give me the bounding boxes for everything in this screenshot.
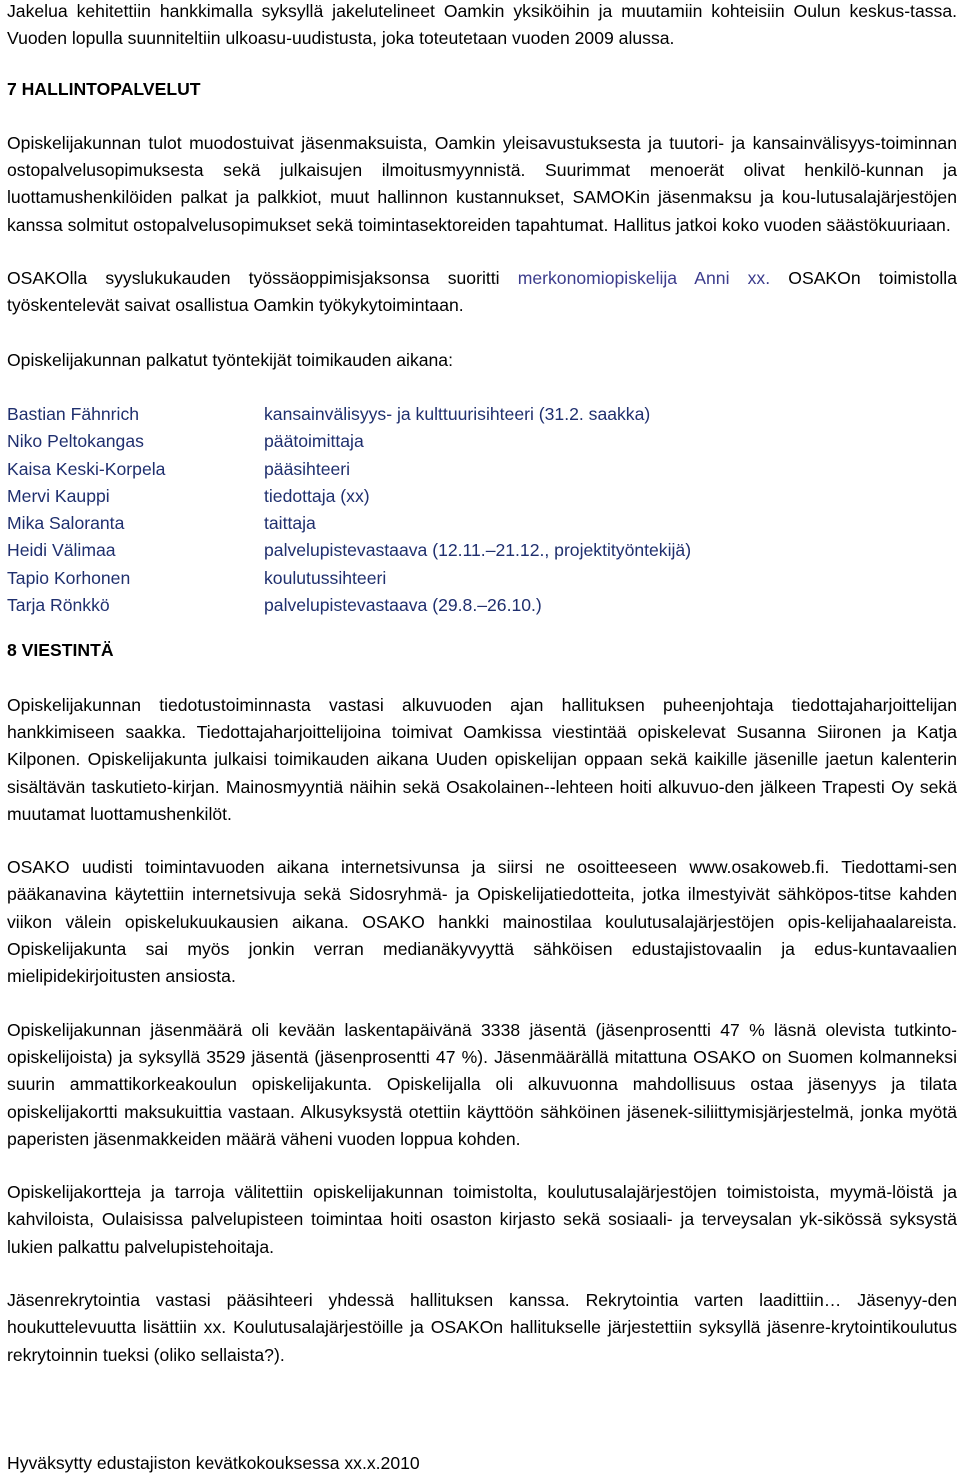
staff-role: taittaja: [264, 513, 316, 534]
staff-name: Mika Saloranta: [7, 513, 125, 534]
section-8-heading: 8 VIESTINTÄ: [7, 640, 114, 661]
staff-role: koulutussihteeri: [264, 567, 387, 588]
paragraph-2-text-a: OSAKOlla syyslukukauden työssäoppimisjaksonsa suoritti: [7, 268, 518, 289]
staff-name: Niko Peltokangas: [7, 431, 144, 452]
staff-name: Mervi Kauppi: [7, 485, 110, 506]
staff-name: Kaisa Keski-Korpela: [7, 458, 166, 479]
staff-role: kansainvälisyys- ja kulttuurisihteeri (31.2. saakka): [264, 403, 651, 424]
staff-list: [7, 401, 957, 619]
staff-role: palvelupistevastaava (12.11.–21.12., projektityöntekijä): [264, 540, 692, 561]
staff-role: pääsihteeri: [264, 458, 351, 479]
staff-role: päätoimittaja: [264, 431, 364, 452]
staff-name: Bastian Fähnrich: [7, 403, 140, 424]
section-8-paragraph-3: Opiskelijakunnan jäsenmäärä oli kevään laskentapäivänä 3338 jäsentä (jäsenprosentti 47 % läsnä olevista tutkinto-opiskelijoista) ja syksyllä 3529 jäsentä (jäsenprosentti 47 %). Jäsenmäärällä mitattuna OSAKO on Suomen kolmanneksi suurin ammattikorkeakoulun opiskelijakunta. Opiskelijalla oli alkuvuonna mahdollisuus ostaa jäsenyys ja tilata opiskelijakortti maksukuittia vastaan. Alkusyksystä otettiin käyttöön sähköinen jäsenek-siliittymisjärjestelmä, jonka myötä paperisten jäsenmakkeiden määrä väheni vuoden loppua kohden.: [7, 1019, 957, 1149]
section-7-paragraph-1: Opiskelijakunnan tulot muodostuivat jäsenmaksuista, Oamkin yleisavustuksesta ja tuutori- ja kansainvälisyys-toiminnan ostopalvelusopimuksesta sekä julkaisujen ilmoitusmyynnistä. Suurimmat menoerät olivat henkilö-kunnan ja luottamushenkilöiden palkat ja palkkiot, muut hallinnon kustannukset, SAMOKin jäsenmaksu ja kou-lutusalajärjestöjen kanssa solmitut ostopalvelusopimukset sekä toimintasektoreiden tapahtumat. Hallitus jatkoi koko vuoden säästökuuriaan.: [7, 132, 957, 235]
intro-paragraph: Jakelua kehitettiin hankkimalla syksyllä jakelutelineet Oamkin yksiköihin ja muutamiin kohteisiin Oulun keskus-tassa. Vuoden lopulla suunniteltiin ulkoasu-uudistusta, joka toteutetaan vuoden 2009 alussa.: [7, 1, 957, 49]
staff-name: Heidi Välimaa: [7, 540, 116, 561]
section-8-paragraph-4: Opiskelijakortteja ja tarroja välitettiin opiskelijakunnan toimistolta, koulutusalajärjestöjen toimistoista, myymä-löistä ja kahviloista, Oulaisissa palvelupisteen toimintaa hoiti osaston kirjasto sekä sosiaali- ja terveysalan yk-sikössä syksystä lukien palkattu palvelupistehoitaja.: [7, 1182, 957, 1257]
staff-role: palvelupistevastaava (29.8.–26.10.): [264, 595, 542, 616]
section-8-paragraph-5: Jäsenrekrytointia vastasi pääsihteeri yhdessä hallituksen kanssa. Rekrytointia varten laadittiin… Jäsenyy-den houkuttelevuutta lisättiin xx. Koulutusalajärjestöille ja OSAKOn hallitukselle järjestettiin syksyllä jäsenre-krytointikoulutus rekrytoinnin tueksi (oliko sellaista?).: [7, 1289, 957, 1365]
section-8-paragraph-2: OSAKO uudisti toimintavuoden aikana internetsivunsa ja siirsi ne osoitteeseen www.osakoweb.fi. Tiedottami-sen pääkanavina käytettiin internetsivuja sekä Sidosryhmä- ja Opiskelijatiedotteita, jotka ilmestyivät sähköpos-titse kahden viikon välein opiskelukuukausien aikana. OSAKO hankki mainostilaa koulutusalajärjestöjen opis-kelijahaalareista. Opiskelijakunta sai myös jonkin verran medianäkyvyyttä sähköisen edustajistovaalin ja edus-kuntavaalien mielipidekirjoitusten ansiosta.: [7, 857, 957, 987]
section-7-heading: 7 HALLINTOPALVELUT: [7, 78, 201, 99]
section-8-paragraph-1: Opiskelijakunnan tiedotustoiminnasta vastasi alkuvuoden ajan hallituksen puheenjohtaja tiedottajaharjoittelijan hankkimiseen saakka. Tiedottajaharjoittelijoina toimivat Oamkissa viestintää opiskelevat Susanna Siironen ja Katja Kilponen. Opiskelijakunta julkaisi toimikauden aikana Uuden opiskelijan oppaan sekä kaikille jäsenille jaetun kalenterin sisältävän taskutieto-kirjan. Mainosmyyntiä näihin sekä Osakolainen--lehteen hoiti alkuvuo-den jälkeen Trapesti Oy sekä muutamat luottamushenkilöt.: [7, 694, 957, 824]
staff-name: Tarja Rönkkö: [7, 595, 110, 616]
staff-role: tiedottaja (xx): [264, 485, 370, 506]
approval-footer: Hyväksytty edustajiston kevätkokouksessa xx.x.2010: [7, 1453, 420, 1473]
section-7-paragraph-3: Opiskelijakunnan palkatut työntekijät toimikauden aikana:: [7, 349, 453, 370]
staff-name: Tapio Korhonen: [7, 567, 131, 588]
paragraph-2-highlight: merkonomiopiskelija Anni xx.: [517, 268, 771, 289]
paragraph-2-text-c: OSAKOn toimistolla työskentelevät saivat osallistua Oamkin työkykytoimintaan.: [7, 268, 958, 316]
section-7-paragraph-2: [7, 265, 957, 320]
document-page: [7, 0, 957, 1369]
